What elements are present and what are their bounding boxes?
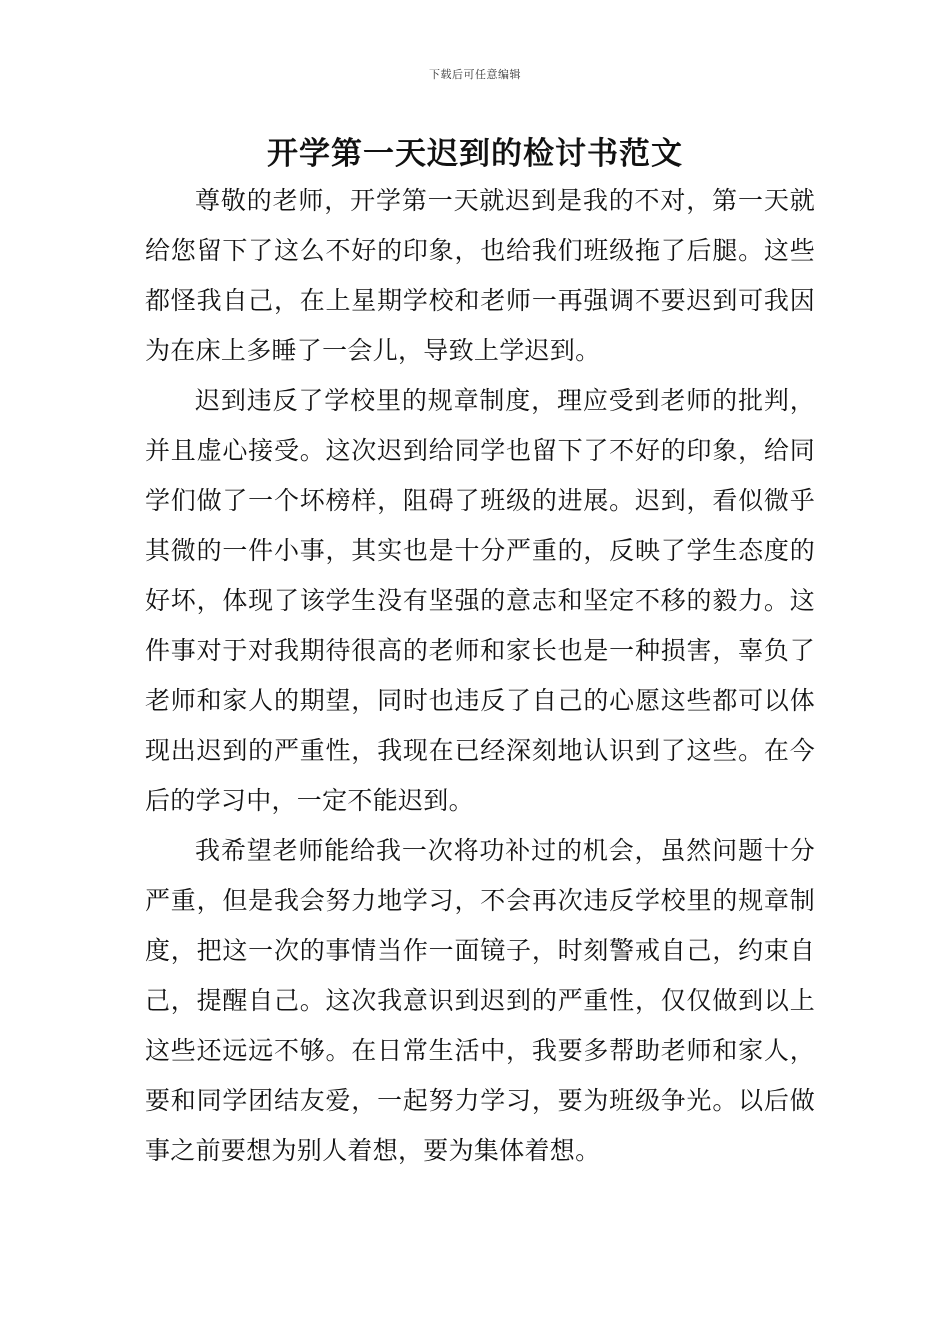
paragraph-3: 我希望老师能给我一次将功补过的机会，虽然问题十分严重，但是我会努力地学习，不会再次违反学校里的规章制度，把这一次的事情当作一面镜子，时刻警戒自己，约束自己，提醒自己。这次我意识到迟到的严重性，仅仅做到以上这些还远远不够。在日常生活中，我要多帮助老师和家人，要和同学团结友爱，一起努力学习，要为班级争光。以后做事之前要想为别人着想，要为集体着想。 (145, 836, 815, 1165)
header-note: 下载后可任意编辑 (429, 68, 521, 81)
document-title: 开学第一天迟到的检讨书范文 (267, 136, 683, 172)
paragraph-2: 迟到违反了学校里的规章制度，理应受到老师的批判，并且虚心接受。这次迟到给同学也留下了不好的印象，给同学们做了一个坏榜样，阻碍了班级的进展。迟到，看似微乎其微的一件小事，其实也是十分严重的，反映了学生态度的好坏，体现了该学生没有坚强的意志和坚定不移的毅力。这件事对于对我期待很高的老师和家长也是一种损害，辜负了老师和家人的期望，同时也违反了自己的心愿这些都可以体现出迟到的严重性，我现在已经深刻地认识到了这些。在今后的学习中，一定不能迟到。 (145, 386, 815, 815)
paragraph-1: 尊敬的老师，开学第一天就迟到是我的不对，第一天就给您留下了这么不好的印象，也给我们班级拖了后腿。这些都怪我自己，在上星期学校和老师一再强调不要迟到可我因为在床上多睡了一会儿，导致上学迟到。 (145, 186, 815, 365)
document-body (145, 176, 815, 1176)
